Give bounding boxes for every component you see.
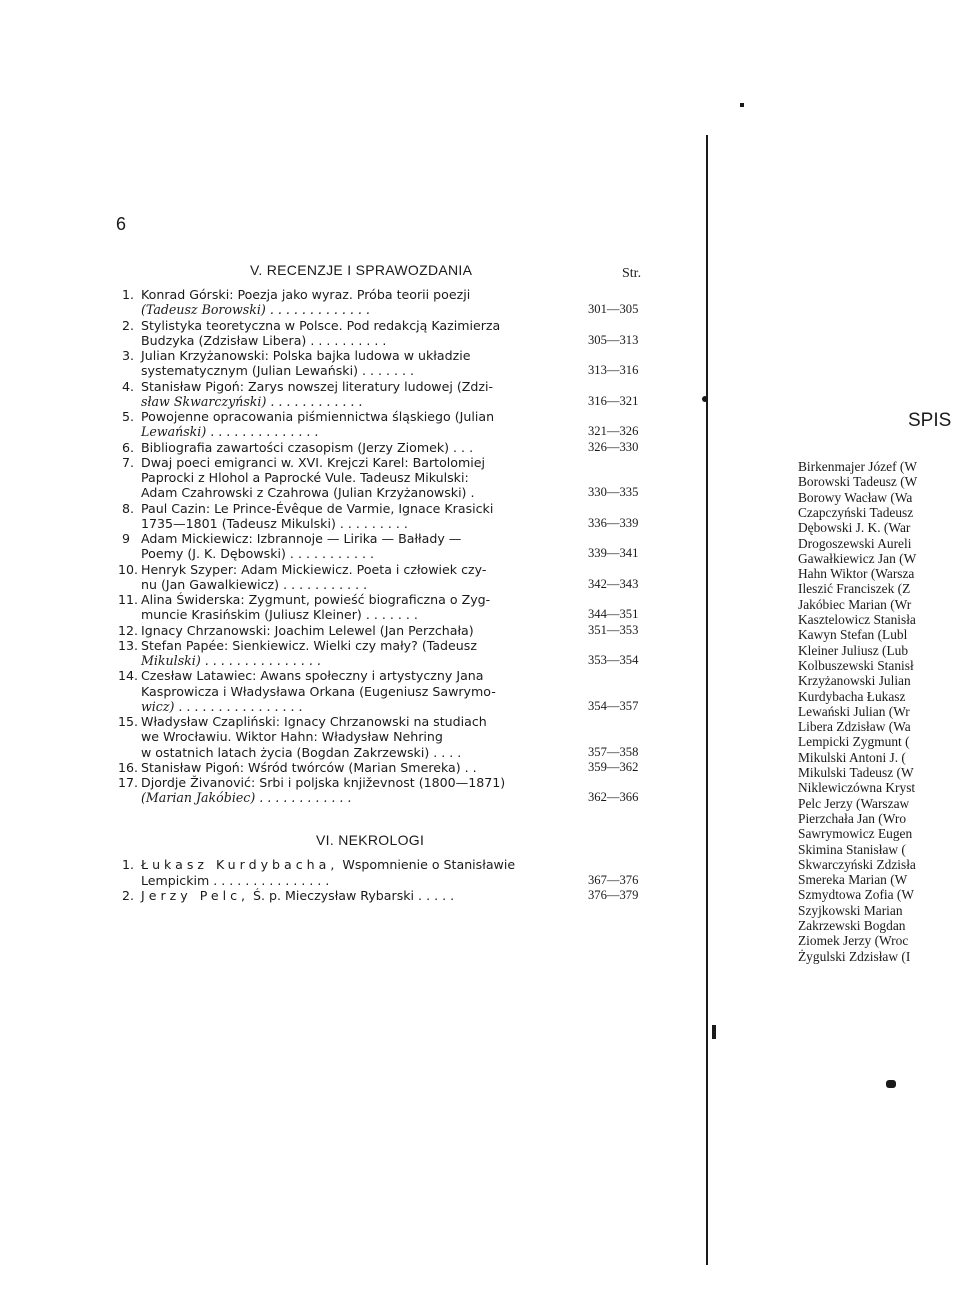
author-index-entry: Lempicki Zygmunt ( [798, 734, 910, 750]
speck-mark [712, 1025, 716, 1039]
author-index-entry: Borowy Wacław (Wa [798, 489, 913, 505]
entry-text: Bibliografia zawartości czasopism (Jerzy Ziomek) . . . [141, 439, 474, 455]
entry-pages: 359—362 [588, 759, 639, 774]
entry-text: (Marian Jakóbiec) . . . . . . . . . . . . [141, 790, 352, 806]
author-index-entry: Hahn Wiktor (Warsza [798, 566, 915, 582]
author-index-entry: Lewański Julian (Wr [798, 703, 910, 719]
entry-pages: 342—343 [588, 576, 639, 591]
author-index-entry: Gawałkiewicz Jan (W [798, 550, 917, 566]
entry-text: Kasprowicza i Władysława Orkana (Eugeniusz Sawrymo- [141, 683, 496, 699]
entry-text: nu (Jan Gawalkiewicz) . . . . . . . . . . . [141, 576, 368, 592]
entry-number: 14. [118, 668, 139, 684]
entry-pages: 321—326 [588, 424, 639, 439]
entry-number: 4. [122, 378, 135, 394]
entry-title: Wspomnienie o Stanisławie [338, 857, 516, 872]
entry-pages: 330—335 [588, 485, 639, 500]
author-index-entry: Dębowski J. K. (War [798, 520, 911, 536]
entry-number: 15. [118, 714, 139, 729]
author-index-entry: Kolbuszewski Stanisł [798, 657, 914, 673]
entry-number: 5. [122, 409, 135, 424]
author-index-entry: Kasztelowicz Stanisła [798, 612, 916, 627]
entry-text [141, 888, 454, 903]
entry-text: muncie Krasińskim (Juliusz Kleiner) . . . . . . . [141, 607, 418, 623]
author-index-entry: Drogoszewski Aureli [798, 535, 912, 551]
entry-number: 12. [118, 622, 139, 638]
entry-pages: 326—330 [588, 439, 639, 454]
entry-text: Adam Mickiewicz: Izbrannoje — Lirika — Bałłady — [141, 531, 462, 546]
entry-text: Stanisław Pigoń: Wśród twórców (Marian Smereka) . . [141, 759, 477, 775]
entry-number: 9 [122, 531, 131, 546]
entry-text: Konrad Górski: Poezja jako wyraz. Próba teorii poezji [141, 287, 471, 302]
entry-pages: 354—357 [588, 698, 639, 713]
author-index-entry: Kurdybacha Łukasz [798, 688, 906, 704]
author-index-entry: Mikulski Antoni J. ( [798, 749, 906, 765]
author-index-entry: Czapczyński Tadeusz [798, 504, 914, 520]
entry-text: Powojenne opracowania piśmiennictwa śląskiego (Julian [141, 409, 495, 424]
entry-pages: 351—353 [588, 622, 639, 637]
entry-pages: 357—358 [588, 744, 639, 759]
entry-text: Lewański) . . . . . . . . . . . . . . [141, 424, 319, 440]
author-index-entry: Ziomek Jerzy (Wroc [798, 933, 909, 949]
entry-pages: 313—316 [588, 363, 639, 378]
entry-text: Paprocki z Hlohol a Paprocké Vule. Tadeusz Mikulski: [141, 470, 469, 485]
author-index-entry: Żygulski Zdzisław (I [798, 948, 911, 964]
entry-text: Henryk Szyper: Adam Mickiewicz. Poeta i człowiek czy- [141, 561, 487, 577]
entry-pages: 353—354 [588, 653, 639, 667]
author-index-entry: Smereka Marian (W [798, 872, 908, 888]
author-index-entry: Krzyżanowski Julian [798, 673, 911, 689]
author-index-entry: Sawrymowicz Eugen [798, 826, 913, 842]
entry-number: 3. [122, 348, 135, 363]
entry-text: wicz) . . . . . . . . . . . . . . . . [141, 698, 303, 714]
entry-number: 7. [122, 454, 135, 470]
entry-title: Ś. p. Mieczysław Rybarski . . . . . [249, 888, 455, 903]
entry-text: 1735—1801 (Tadeusz Mikulski) . . . . . . . . . [141, 515, 408, 531]
entry-pages: 367—376 [588, 872, 639, 887]
author-index-entry: Birkenmajer Józef (W [798, 459, 917, 474]
author-index-entry: Kleiner Juliusz (Lub [798, 642, 909, 658]
entry-text: Stylistyka teoretyczna w Polsce. Pod redakcją Kazimierza [141, 317, 501, 333]
speck-mark [740, 103, 744, 107]
entry-number: 17. [118, 775, 139, 790]
entry-pages: 301—305 [588, 302, 639, 317]
entry-title: Lempickim . . . . . . . . . . . . . . . [141, 872, 330, 888]
entry-text: Mikulski) . . . . . . . . . . . . . . . [141, 653, 321, 668]
entry-text: Budzyka (Zdzisław Libera) . . . . . . . . . . [141, 332, 387, 348]
entry-text: sław Skwarczyński) . . . . . . . . . . . . [141, 393, 363, 409]
section-vi-heading: VI. NEKROLOGI [316, 832, 425, 848]
entry-text: (Tadeusz Borowski) . . . . . . . . . . . . . [141, 302, 370, 318]
author-index-entry: Mikulski Tadeusz (W [798, 765, 914, 780]
entry-pages: 344—351 [588, 607, 639, 622]
entry-text: Adam Czahrowski z Czahrowa (Julian Krzyżanowski) . [141, 485, 475, 501]
author-index-entry: Pierzchała Jan (Wro [798, 810, 907, 826]
entry-number: 1. [122, 287, 135, 302]
entry-author: Jerzy Pelc, [141, 888, 250, 903]
entry-number: 2. [122, 888, 135, 903]
entry-text: Djordje Živanović: Srbi i poljska književnost (1800—1871) [141, 775, 506, 790]
entry-pages: 339—341 [588, 546, 639, 561]
page-number: 6 [116, 214, 127, 234]
entry-number: 13. [118, 637, 139, 653]
author-index-entry: Niklewiczówna Kryst [798, 780, 916, 796]
entry-text: Czesław Latawiec: Awans społeczny i artystyczny Jana [141, 668, 484, 684]
author-index-entry: Skimina Stanisław ( [798, 841, 906, 857]
speck-mark [886, 1080, 896, 1088]
author-index-entry: Pelc Jerzy (Warszaw [798, 795, 910, 811]
entry-pages: 376—379 [588, 888, 639, 902]
speck-mark [702, 396, 708, 402]
author-index-entry: Libera Zdzisław (Wa [798, 719, 911, 735]
entry-text: Ignacy Chrzanowski: Joachim Lelewel (Jan Perzchała) [141, 622, 474, 638]
entry-text: Władysław Czapliński: Ignacy Chrzanowski na studiach [141, 714, 487, 729]
entry-text [141, 857, 515, 872]
entry-number: 8. [122, 500, 135, 516]
author-index-entry: Szyjkowski Marian [798, 902, 903, 918]
author-index-entry: Szmydtowa Zofia (W [798, 887, 915, 903]
entry-number: 11. [118, 592, 139, 607]
entry-number: 2. [122, 317, 135, 333]
entry-text: Stanisław Pigoń: Zarys nowszej literatury ludowej (Zdzi- [141, 378, 494, 394]
entry-text: w ostatnich latach życia (Bogdan Zakrzewski) . . . . [141, 744, 462, 760]
entry-text [141, 873, 329, 888]
entry-text: Julian Krzyżanowski: Polska bajka ludowa w układzie [141, 348, 471, 363]
entry-number: 10. [118, 561, 139, 577]
entry-text: systematycznym (Julian Lewański) . . . . . . . [141, 363, 415, 379]
entry-pages: 336—339 [588, 515, 639, 530]
entry-pages: 316—321 [588, 393, 639, 408]
right-page-heading: SPIS [908, 410, 952, 431]
entry-text: Dwaj poeci emigranci w. XVI. Krejczi Karel: Bartolomiej [141, 454, 486, 470]
author-index-entry: Kawyn Stefan (Lubl [798, 627, 908, 643]
entry-number: 16. [118, 759, 139, 775]
entry-pages: 305—313 [588, 332, 639, 347]
entry-author: Łukasz Kurdybacha, [141, 857, 339, 872]
author-index-entry: Jakóbiec Marian (Wr [798, 596, 912, 612]
entry-text: Stefan Papée: Sienkiewicz. Wielki czy mały? (Tadeusz [141, 637, 477, 653]
author-index-entry: Zakrzewski Bogdan [798, 918, 906, 933]
entry-number: 6. [122, 439, 135, 455]
entry-number: 1. [122, 857, 135, 872]
entry-text: Alina Świderska: Zygmunt, powieść biograficzna o Zyg- [141, 592, 491, 607]
author-index-entry: Borowski Tadeusz (W [798, 474, 918, 490]
section-v-heading: V. RECENZJE I SPRAWOZDANIA [250, 262, 473, 278]
entry-text: we Wrocławiu. Wiktor Hahn: Władysław Nehring [141, 729, 443, 745]
entry-text: Paul Cazin: Le Prince-Évêque de Varmie, Ignace Krasicki [141, 500, 494, 516]
page-column-header: Str. [622, 266, 642, 281]
author-index-entry: Ileszić Franciszek (Z [798, 581, 911, 597]
entry-pages: 362—366 [588, 790, 639, 805]
entry-text: Poemy (J. K. Dębowski) . . . . . . . . . . . [141, 546, 375, 562]
page-gutter-line [706, 135, 708, 1265]
author-index-entry: Skwarczyński Zdzisła [798, 856, 916, 872]
